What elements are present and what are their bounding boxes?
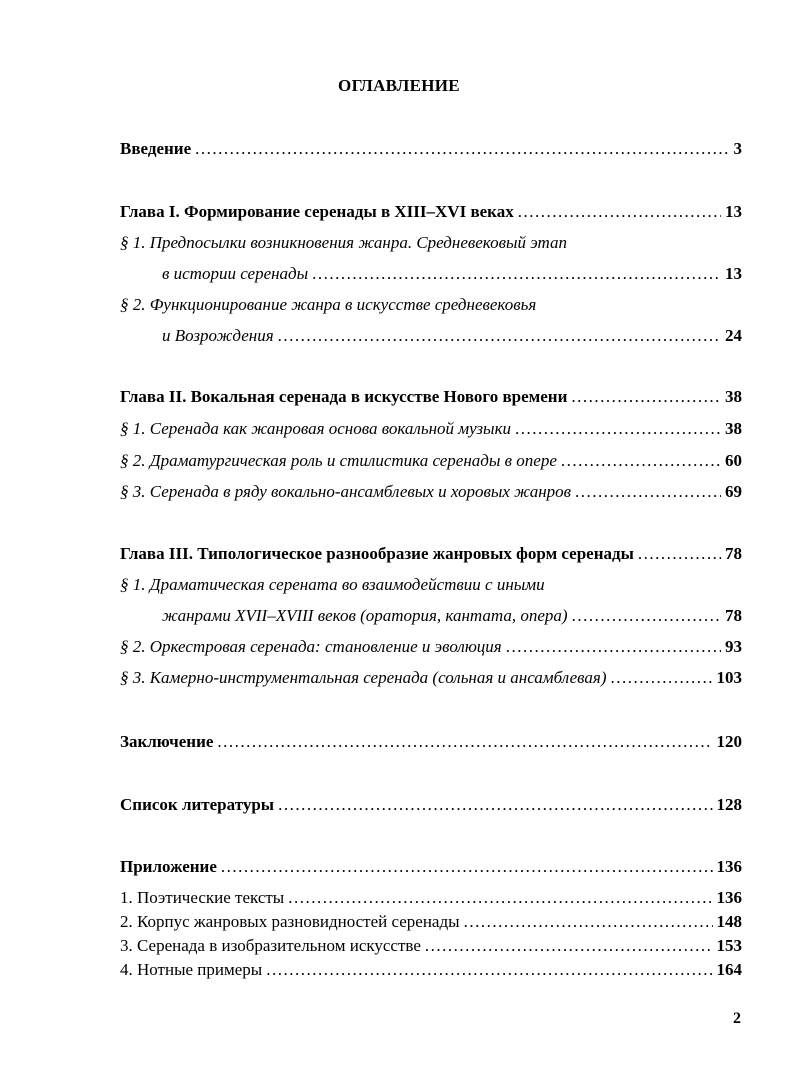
toc-entry-page: 13: [725, 264, 742, 283]
toc-entry-label: § 2. Драматургическая роль и стилистика серенады в опере: [120, 451, 557, 470]
leader-dots: [561, 450, 721, 472]
leader-dots: [312, 263, 721, 285]
toc-entry-label: и Возрождения: [162, 326, 274, 345]
leader-dots: [575, 481, 721, 503]
toc-entry-label: 1. Поэтические тексты: [120, 888, 285, 907]
toc-entry-page: 69: [725, 482, 742, 501]
toc-entry-page: 24: [725, 326, 742, 345]
toc-entry-ch1-s1-line1: § 1. Предпосылки возникновения жанра. Средневековый этап: [120, 233, 568, 252]
leader-dots: [638, 543, 721, 565]
page-number: 2: [733, 1010, 741, 1027]
leader-dots: [506, 636, 721, 658]
toc-entry-ch3-s1-line1: § 1. Драматическая серената во взаимодействии с иными: [120, 575, 545, 594]
toc-entry-page: 164: [716, 960, 742, 979]
leader-dots: [425, 935, 713, 957]
toc-entry-ch1-s2-line1: § 2. Функционирование жанра в искусстве средневековья: [120, 295, 537, 314]
leader-dots: [611, 667, 713, 689]
toc-entry-label: жанрами XVII–XVIII веков (оратория, кантата, опера): [162, 606, 568, 625]
toc-entry-appendix-2[interactable]: [120, 911, 742, 933]
toc-entry-conclusion[interactable]: [120, 731, 742, 753]
toc-entry-label: § 2. Оркестровая серенада: становление и эволюция: [120, 637, 502, 656]
toc-entry-label: § 3. Серенада в ряду вокально-ансамблевых и хоровых жанров: [120, 482, 572, 501]
toc-entry-page: 78: [725, 544, 742, 563]
toc-entry-page: 93: [725, 637, 742, 656]
leader-dots: [278, 325, 721, 347]
toc-entry-page: 148: [716, 912, 742, 931]
toc-entry-label: § 3. Камерно-инструментальная серенада (сольная и ансамблевая): [120, 668, 607, 687]
toc-entry-label: Глава III. Типологическое разнообразие жанровых форм серенады: [120, 544, 634, 563]
toc-entry-chapter-3[interactable]: [120, 543, 742, 565]
toc-entry-label: Введение: [120, 139, 192, 158]
leader-dots: [266, 959, 712, 981]
leader-dots: [518, 201, 721, 223]
toc-entry-ch1-s2[interactable]: [162, 325, 742, 347]
leader-dots: [278, 794, 712, 816]
toc-entry-label: Приложение: [120, 857, 217, 876]
toc-entry-ch3-s1[interactable]: [162, 605, 742, 627]
toc-entry-page: 153: [716, 936, 742, 955]
leader-dots: [464, 911, 713, 933]
toc-entry-ch1-s1[interactable]: [162, 263, 742, 285]
toc-entry-ch2-s2[interactable]: [120, 450, 742, 472]
toc-entry-page: 136: [716, 857, 742, 876]
toc-entry-label: Список литературы: [120, 795, 275, 814]
leader-dots: [221, 856, 713, 878]
toc-entry-label: 3. Серенада в изобразительном искусстве: [120, 936, 421, 955]
toc-entry-page: 136: [716, 888, 742, 907]
toc-entry-bibliography[interactable]: [120, 794, 742, 816]
toc-entry-page: 120: [716, 732, 742, 751]
toc-entry-ch2-s3[interactable]: [120, 481, 742, 503]
toc-entry-label: 4. Нотные примеры: [120, 960, 263, 979]
toc-entry-page: 38: [725, 387, 742, 406]
toc-entry-page: 78: [725, 606, 742, 625]
toc-entry-page: 103: [716, 668, 742, 687]
toc-entry-appendix-1[interactable]: [120, 887, 742, 909]
toc-entry-page: 13: [725, 202, 742, 221]
toc-entry-page: 3: [733, 139, 742, 158]
toc-entry-chapter-2[interactable]: [120, 386, 742, 408]
toc-entry-appendix-4[interactable]: [120, 959, 742, 981]
toc-entry-ch2-s1[interactable]: [120, 418, 742, 440]
toc-entry-label: 2. Корпус жанровых разновидностей серенады: [120, 912, 460, 931]
leader-dots: [195, 138, 729, 160]
leader-dots: [217, 731, 712, 753]
toc-entry-ch3-s2[interactable]: [120, 636, 742, 658]
leader-dots: [515, 418, 721, 440]
toc-entry-appendix-3[interactable]: [120, 935, 742, 957]
toc-entry-appendix[interactable]: [120, 856, 742, 878]
toc-entry-page: 128: [716, 795, 742, 814]
toc-entry-ch3-s3[interactable]: [120, 667, 742, 689]
page-title: ОГЛАВЛЕНИЕ: [338, 76, 460, 95]
leader-dots: [288, 887, 712, 909]
toc-entry-page: 60: [725, 451, 742, 470]
leader-dots: [572, 605, 721, 627]
toc-entry-label: Глава II. Вокальная серенада в искусстве Нового времени: [120, 387, 568, 406]
toc-entry-label: Заключение: [120, 732, 214, 751]
toc-entry-intro[interactable]: [120, 138, 742, 160]
leader-dots: [571, 386, 721, 408]
toc-entry-chapter-1[interactable]: [120, 201, 742, 223]
toc-entry-page: 38: [725, 419, 742, 438]
toc-entry-label: в истории серенады: [162, 264, 309, 283]
toc-entry-label: § 1. Серенада как жанровая основа вокальной музыки: [120, 419, 512, 438]
toc-entry-label: Глава I. Формирование серенады в XIII–XVI веках: [120, 202, 514, 221]
